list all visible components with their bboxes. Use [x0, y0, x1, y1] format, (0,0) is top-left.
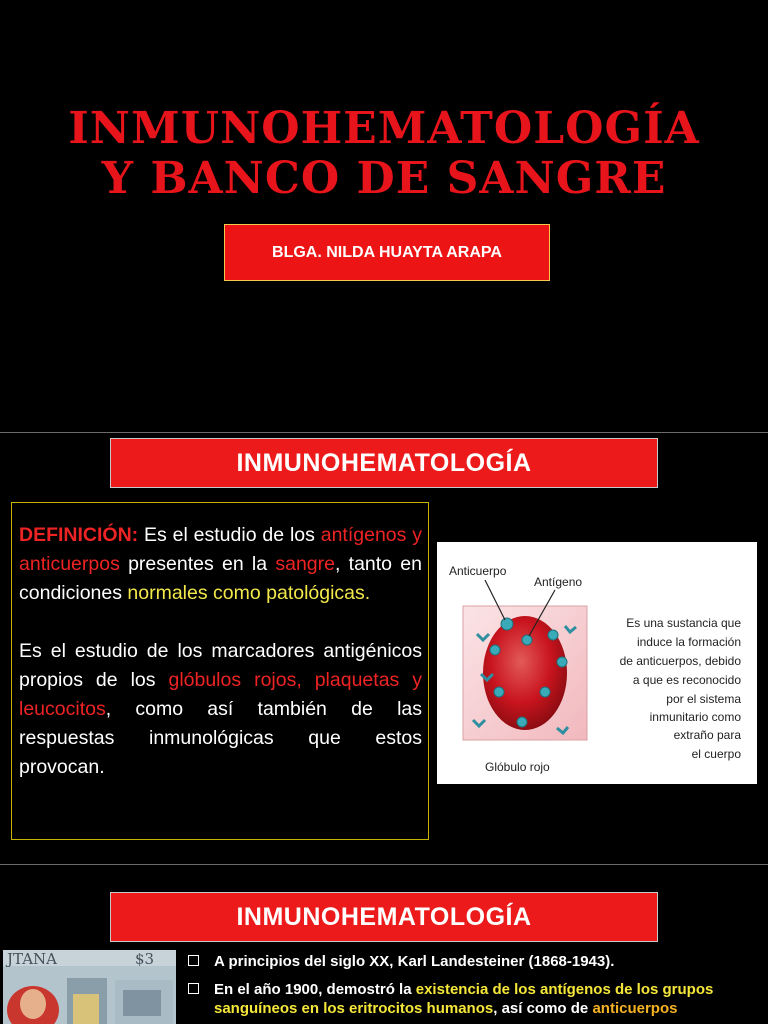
def-highlight-antigens: antígenos y anticuerpos — [19, 524, 422, 575]
markers-text-2: , como así también de las respuestas inmunológicas que estos provocan. — [19, 698, 422, 778]
red-cell-figure — [437, 542, 757, 784]
antigen-description — [620, 616, 742, 761]
title-line-1: INMUNOHEMATOLOGÍA — [68, 103, 700, 154]
label-antibody: Anticuerpo — [449, 564, 507, 578]
bullet-text-1: En el año 1900, demostró la — [214, 981, 416, 998]
slide-divider — [0, 864, 768, 865]
title-line-2: Y BANCO DE SANGRE — [101, 153, 667, 204]
def-text-3: , tanto en condiciones — [19, 553, 422, 604]
label-antigen: Antígeno — [534, 575, 583, 589]
bullet-highlight-antibodies: anticuerpos — [592, 1000, 678, 1017]
bullet-highlight-antigens: existencia de los antígenos de los grupos sanguíneos en los eritrocitos humanos — [214, 981, 714, 1017]
red-cell-illustration — [437, 542, 757, 784]
desc-line: extraño para — [673, 728, 741, 742]
author-box — [224, 224, 550, 281]
def-text-1: Es el estudio de los — [138, 524, 321, 546]
desc-line: por el sistema — [666, 692, 741, 706]
desc-line: induce la formación — [636, 635, 741, 649]
definition-label: DEFINICIÓN: — [19, 524, 139, 546]
history-slide — [0, 866, 768, 1024]
desc-line: el cuerpo — [691, 747, 741, 761]
def-highlight-blood: sangre — [275, 553, 335, 575]
section-banner — [110, 892, 658, 942]
markers-text-1: Es el estudio de los marcadores antigénicos propios de los — [19, 640, 422, 691]
desc-line: Es una sustancia que — [626, 616, 741, 630]
definition-box — [11, 502, 429, 840]
definition-slide — [0, 434, 768, 864]
def-text-2: presentes en la — [119, 553, 276, 575]
banner-title: INMUNOHEMATOLOGÍA — [236, 902, 532, 931]
slide-title — [0, 104, 768, 204]
markers-paragraph — [19, 637, 422, 782]
banner-title: INMUNOHEMATOLOGÍA — [236, 448, 532, 477]
history-bullets — [182, 952, 762, 1024]
desc-line: de anticuerpos, debido — [619, 654, 741, 668]
definition-paragraph — [19, 521, 422, 608]
slide-divider — [0, 432, 768, 433]
markers-highlight-cells: glóbulos rojos, plaquetas y leucocitos — [19, 669, 422, 720]
bullet-item — [182, 980, 762, 1018]
desc-line: inmunitario como — [649, 710, 741, 724]
stamp-text: JTANA — [7, 950, 57, 968]
title-slide — [0, 0, 768, 432]
checkbox-bullet-icon — [188, 955, 199, 966]
label-red-cell: Glóbulo rojo — [485, 760, 550, 774]
section-banner — [110, 438, 658, 488]
checkbox-bullet-icon — [188, 983, 199, 994]
author-name: BLGA. NILDA HUAYTA ARAPA — [272, 243, 502, 261]
stamp-value: $3 — [135, 950, 155, 968]
stamp-illustration — [3, 950, 176, 1024]
bullet-item — [182, 952, 762, 971]
desc-line: a que es reconocido — [632, 673, 741, 687]
historical-stamp-image — [3, 950, 176, 1024]
def-highlight-conditions: normales como patológicas. — [127, 582, 371, 604]
bullet-text: A principios del siglo XX, Karl Landesteiner (1868-1943). — [214, 953, 615, 970]
bullet-text-2: , así como de — [493, 1000, 593, 1017]
